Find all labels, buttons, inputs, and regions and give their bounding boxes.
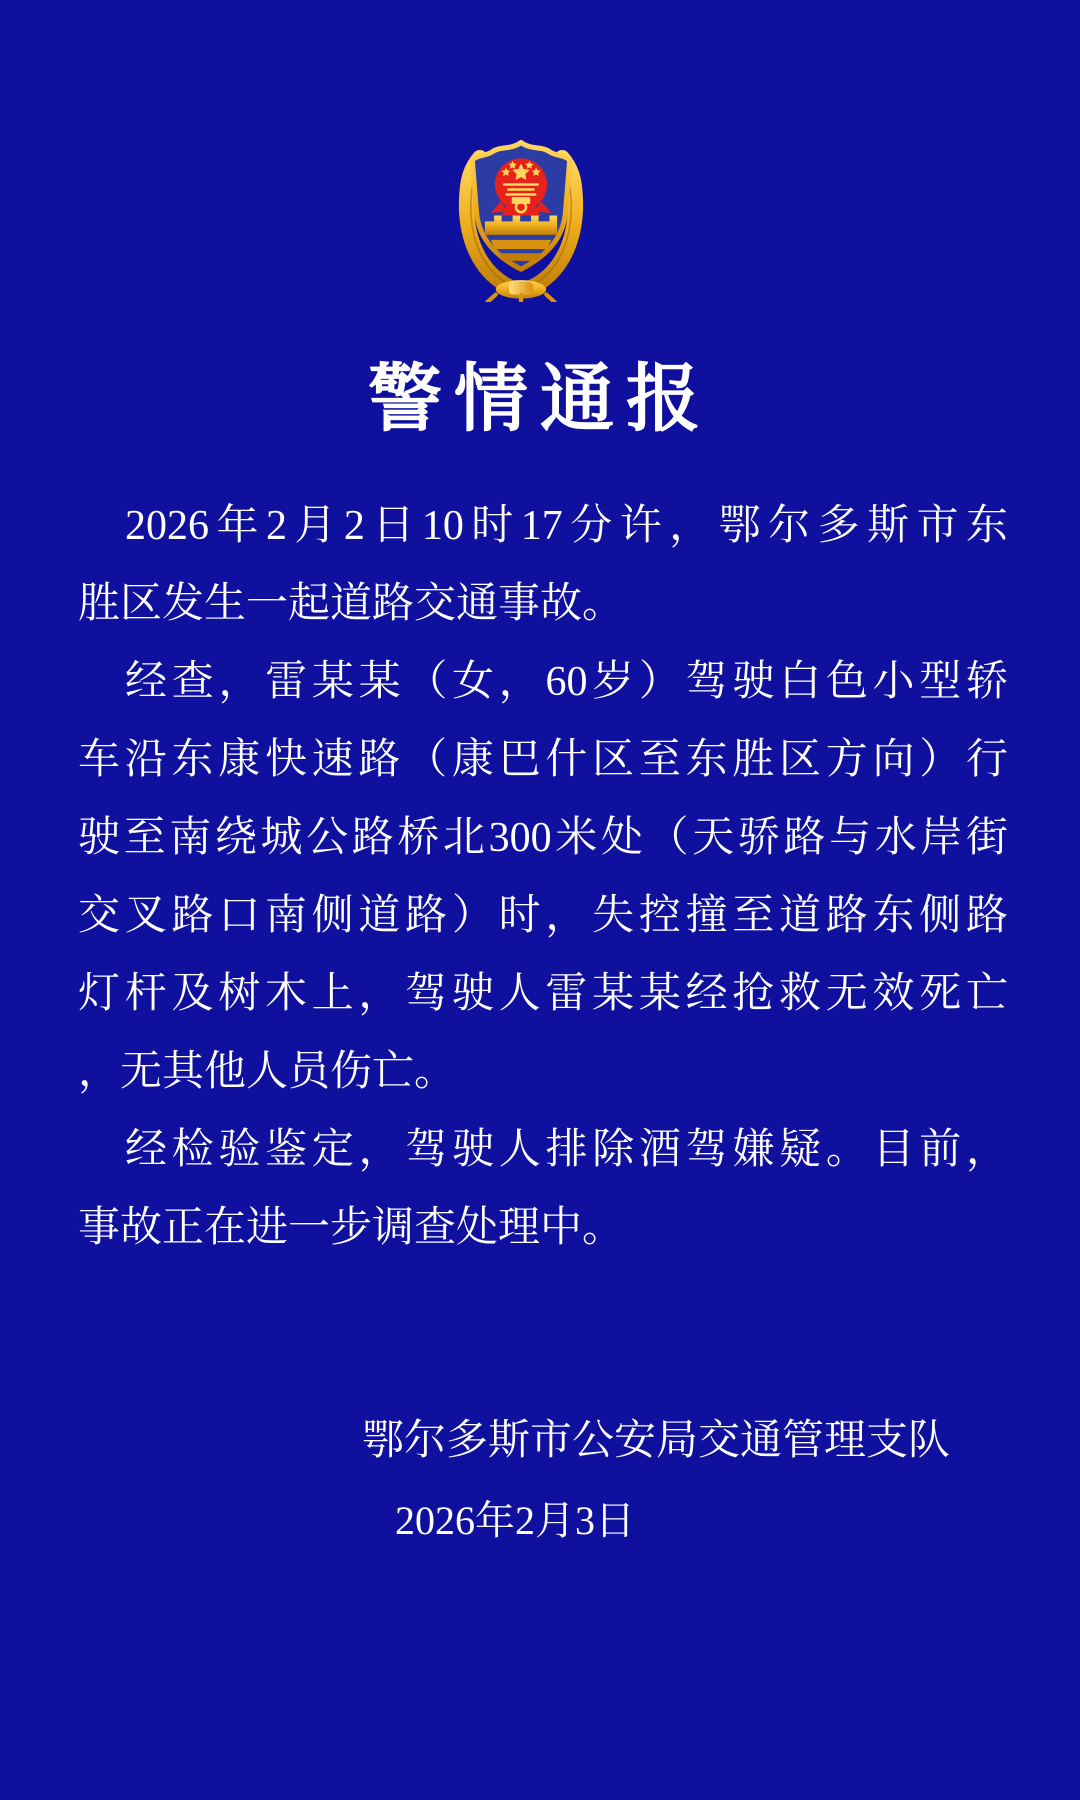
body-paragraph (78, 1111, 1008, 1267)
body-line: 2026年2月2日10时17分许，鄂尔多斯市东 (125, 503, 1008, 549)
notice-title: 警情通报 (368, 359, 712, 441)
body-line: 胜区发生一起道路交通事故。 (78, 581, 625, 627)
body-paragraph (78, 487, 1008, 643)
body-line: 灯杆及树木上，驾驶人雷某某经抢救无效死亡 (78, 971, 1008, 1017)
body-line: ，无其他人员伤亡。 (78, 1049, 457, 1095)
notice-body (78, 487, 1008, 1267)
police-badge-icon (437, 124, 605, 302)
body-line: 驶至南绕城公路桥北300米处（天骄路与水岸街 (78, 815, 1008, 861)
body-line: 经检验鉴定，驾驶人排除酒驾嫌疑。目前， (125, 1127, 1008, 1173)
body-paragraph (78, 643, 1008, 1111)
signature-unit: 鄂尔多斯市公安局交通管理支队 (361, 1418, 950, 1464)
body-line: 车沿东康快速路（康巴什区至东胜区方向）行 (78, 737, 1008, 783)
body-line: 经查，雷某某（女，60岁）驾驶白色小型轿 (125, 659, 1008, 705)
body-line: 事故正在进一步调查处理中。 (78, 1205, 625, 1251)
body-line: 交叉路口南侧道路）时，失控撞至道路东侧路 (78, 893, 1008, 939)
signature-date: 2026年2月3日 (395, 1498, 635, 1543)
